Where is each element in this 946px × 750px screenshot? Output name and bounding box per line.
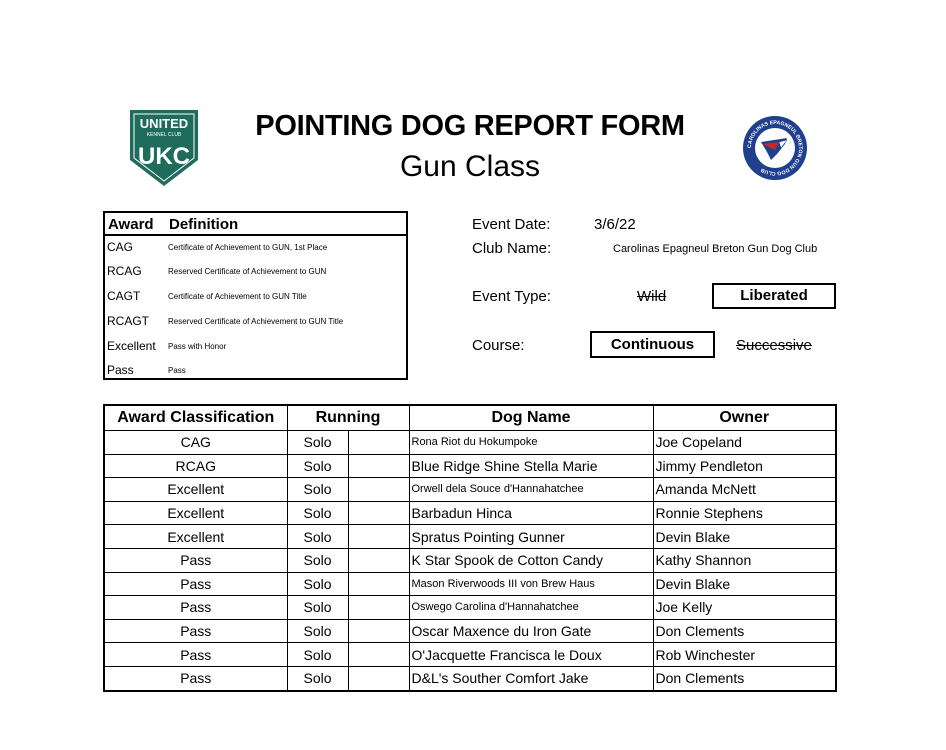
owner-cell: Joe Kelly <box>653 596 836 620</box>
award-cell: Pass <box>104 572 287 596</box>
event-date-label: Event Date: <box>472 216 551 233</box>
running-empty-cell <box>348 454 409 478</box>
dog-name-cell: D&L's Souther Comfort Jake <box>409 666 653 690</box>
results-header-row <box>104 405 836 431</box>
table-row <box>104 572 836 596</box>
running-cell: Solo <box>287 619 348 643</box>
definition-code: RCAGT <box>107 314 149 328</box>
owner-cell: Rob Winchester <box>653 643 836 667</box>
ukc-logo-line1: UNITED <box>139 116 189 131</box>
header-running: Running <box>287 405 409 431</box>
table-row <box>104 596 836 620</box>
definition-code: RCAG <box>107 264 142 278</box>
results-table <box>103 404 837 692</box>
award-cell: Pass <box>104 666 287 690</box>
definition-row <box>105 335 406 359</box>
award-cell: Pass <box>104 643 287 667</box>
owner-cell: Devin Blake <box>653 525 836 549</box>
award-cell: Pass <box>104 619 287 643</box>
award-cell: Pass <box>104 596 287 620</box>
running-cell: Solo <box>287 478 348 502</box>
definition-code: CAG <box>107 240 134 254</box>
definition-row <box>105 260 406 284</box>
running-cell: Solo <box>287 572 348 596</box>
page-title: POINTING DOG REPORT FORM <box>255 110 685 142</box>
event-type-liberated-option: Liberated <box>712 283 836 309</box>
owner-cell: Amanda McNett <box>653 478 836 502</box>
running-cell: Solo <box>287 501 348 525</box>
running-empty-cell <box>348 478 409 502</box>
dog-name-cell: K Star Spook de Cotton Candy <box>409 548 653 572</box>
definition-desc: Reserved Certificate of Achievement to GUN Title <box>168 317 344 326</box>
dog-name-cell: Barbadun Hinca <box>409 501 653 525</box>
owner-cell: Joe Copeland <box>653 431 836 455</box>
table-row <box>104 666 836 690</box>
header-owner: Owner <box>653 405 836 431</box>
award-cell: Excellent <box>104 525 287 549</box>
running-cell: Solo <box>287 548 348 572</box>
running-cell: Solo <box>287 643 348 667</box>
header-dog-name: Dog Name <box>409 405 653 431</box>
owner-cell: Kathy Shannon <box>653 548 836 572</box>
definition-code: CAGT <box>107 289 141 303</box>
running-cell: Solo <box>287 454 348 478</box>
event-type-label: Event Type: <box>472 288 551 305</box>
dog-name-cell: Mason Riverwoods III von Brew Haus <box>409 572 653 596</box>
dog-name-cell: Orwell dela Souce d'Hannahatchee <box>409 478 653 502</box>
dog-name-cell: Blue Ridge Shine Stella Marie <box>409 454 653 478</box>
running-cell: Solo <box>287 431 348 455</box>
course-label: Course: <box>472 337 525 354</box>
club-name-value: Carolinas Epagneul Breton Gun Dog Club <box>613 243 818 255</box>
running-empty-cell <box>348 572 409 596</box>
dog-name-cell: Oswego Carolina d'Hannahatchee <box>409 596 653 620</box>
page-subtitle: Gun Class <box>399 150 541 183</box>
definition-desc: Certificate of Achievement to GUN Title <box>168 292 307 301</box>
table-row <box>104 548 836 572</box>
running-empty-cell <box>348 501 409 525</box>
dog-name-cell: Rona Riot du Hokumpoke <box>409 431 653 455</box>
course-successive-option: Successive <box>736 337 812 354</box>
running-cell: Solo <box>287 525 348 549</box>
running-empty-cell <box>348 619 409 643</box>
running-empty-cell <box>348 525 409 549</box>
definition-row <box>105 285 406 309</box>
dog-name-cell: Spratus Pointing Gunner <box>409 525 653 549</box>
dog-name-cell: O'Jacquette Francisca le Doux <box>409 643 653 667</box>
running-cell: Solo <box>287 596 348 620</box>
table-row <box>104 525 836 549</box>
definition-row <box>105 236 406 260</box>
ukc-logo-line2: KENNEL CLUB <box>146 132 182 138</box>
award-cell: RCAG <box>104 454 287 478</box>
definition-desc: Reserved Certificate of Achievement to GUN <box>168 267 327 276</box>
definitions-header <box>105 213 406 236</box>
table-row <box>104 643 836 667</box>
table-row <box>104 501 836 525</box>
definition-desc: Pass <box>168 366 186 375</box>
running-empty-cell <box>348 431 409 455</box>
award-cell: Excellent <box>104 501 287 525</box>
table-row <box>104 619 836 643</box>
running-cell: Solo <box>287 666 348 690</box>
course-continuous-option: Continuous <box>590 331 715 358</box>
running-empty-cell <box>348 596 409 620</box>
definition-desc: Pass with Honor <box>168 342 227 351</box>
table-row <box>104 431 836 455</box>
owner-cell: Don Clements <box>653 666 836 690</box>
award-definitions-box <box>103 211 408 380</box>
definition-code: Excellent <box>107 339 156 353</box>
owner-cell: Jimmy Pendleton <box>653 454 836 478</box>
running-empty-cell <box>348 666 409 690</box>
dog-name-cell: Oscar Maxence du Iron Gate <box>409 619 653 643</box>
definition-row <box>105 310 406 334</box>
owner-cell: Devin Blake <box>653 572 836 596</box>
award-cell: Pass <box>104 548 287 572</box>
club-logo-ring-text: CAROLINAS EPAGNEUL BRETON GUN DOG CLUB <box>746 119 804 177</box>
event-date-value: 3/6/22 <box>594 216 636 233</box>
header-award-classification: Award Classification <box>104 405 287 431</box>
definition-row <box>105 359 406 383</box>
ukc-logo-letters: UKC <box>138 143 190 170</box>
owner-cell: Don Clements <box>653 619 836 643</box>
definition-code: Pass <box>107 363 134 377</box>
definitions-col-award: Award <box>108 216 154 233</box>
running-empty-cell <box>348 643 409 667</box>
running-empty-cell <box>348 548 409 572</box>
club-name-label: Club Name: <box>472 240 552 257</box>
table-row <box>104 454 836 478</box>
event-type-wild-option: Wild <box>637 288 667 305</box>
definition-desc: Certificate of Achievement to GUN, 1st Place <box>168 243 328 252</box>
award-cell: CAG <box>104 431 287 455</box>
owner-cell: Ronnie Stephens <box>653 501 836 525</box>
award-cell: Excellent <box>104 478 287 502</box>
definitions-col-definition: Definition <box>169 216 239 233</box>
table-row <box>104 478 836 502</box>
